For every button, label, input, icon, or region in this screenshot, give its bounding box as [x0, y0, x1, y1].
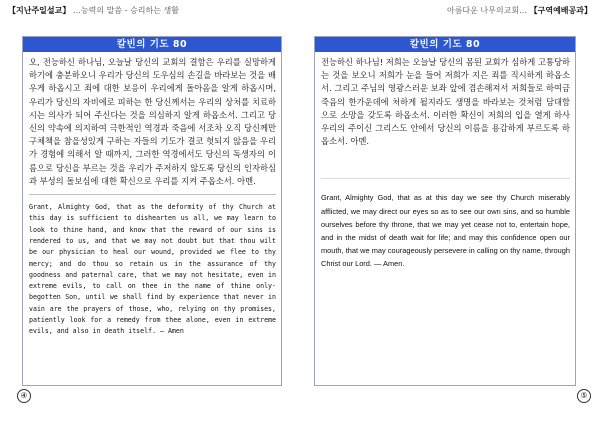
left-header — [8, 5, 179, 16]
right-page-number — [577, 389, 591, 403]
right-prayer-title: 칼빈의 기도 80 — [315, 37, 575, 52]
right-header-subtitle: 아름다운 나무의교회… — [446, 6, 528, 15]
left-page-number-label: ④ — [20, 391, 28, 400]
left-prayer-panel — [22, 36, 282, 386]
right-korean-prayer: 전능하신 하나님! 저희는 오늘날 당신의 몸된 교회가 심하게 고통당하는 것을 보오니 저희가 눈을 들어 저희가 지은 죄를 직시하게 하옵소서. 그리고 주님의 영광스러운 보좌 앞에 겸손해져서 저희들로 하여금 죽음의 한가운데에 처하게 될지라도 생명을 바라보는 것처럼 담대함으로 소망을 갖도록 하옵소서. 이러한 확신이 저희의 입을 열게 하사 우리의 주이신 그리스도 안에서 당신의 이름을 용감하게 부르도록 하옵소서. 아멘. — [321, 57, 570, 147]
right-page-number-label: ⑤ — [580, 391, 588, 400]
left-prayer-title: 칼빈의 기도 80 — [23, 37, 281, 52]
left-english-prayer: Grant, Almighty God, that as the deformity of thy Church at this day is sufficient to dishearten us all, we may learn to look to thine hand, and know that the reward of our sins is rendered to us, and that we may not doubt but that thou wilt be our physician to heal our wound, provided we flee to thy mercy; and do thou so retain us in the assurance of thy goodness and paternal care, that we may not hesitate, even in extreme evils, to call on thee in the name of thine only-begotten Son, until we shall find by experience that never in vain are the prayers of those, who, relying on thy promises, patiently look for a remedy from thee alone, even in extreme evils, and also in death itself. — Amen — [29, 203, 276, 336]
right-header — [447, 5, 592, 16]
left-header-subtitle: …능력의 말씀 - 승리하는 생활 — [72, 6, 179, 15]
left-page-number — [17, 389, 31, 403]
left-header-tag: 【지난주일설교】 — [8, 6, 71, 15]
right-english-prayer: Grant, Almighty God, that as at this day we see thy Church miserably afflicted, we may direct our eyes so as to see our own sins, and so humble ourselves before thy throne, that we may yet cease not to, entertain hope, and in the midst of death wait for life; and may this confidence open our mouth, that we may courageously persevere in calling on thy name, through Christ our Lord. — Amen. — [321, 193, 570, 269]
left-korean-prayer: 오, 전능하신 하나님, 오늘날 당신의 교회의 결함은 우리를 실망하게 하기에 충분하오니 우리가 당신의 도우심의 손길을 바라보는 것을 배우게 하옵시고 죄에 대한 보응이 우리에게 돌아옴을 알게 하옵시며, 우리가 당신의 자비에로 피하는 한 당신께서는 우리의 상처를 치료하시는 의사가 되어 주신다는 것을 의심하지 알게 하옵소서. 그리고 당신의 약속에 의지하여 극한적인 역경과 죽음에 서조차 오직 당신께만 구체책을 참을성있게 구하는 자들의 기도가 결코 헛되지 않음을 우리가 경험에 의해서 알 때까지, 그러한 역경에서도 당신의 독생자의 이름으로 당신을 부르는 것을 우리가 주저하지 않도록 당신의 인자하심과 부성의 돌보심에 대한 확신으로 우리를 지켜 주옵소서. 아멘. — [29, 57, 276, 186]
right-divider — [321, 178, 570, 179]
right-prayer-panel — [314, 36, 576, 386]
right-header-tag: 【구역예배공과】 — [529, 6, 592, 15]
left-divider — [29, 194, 276, 195]
